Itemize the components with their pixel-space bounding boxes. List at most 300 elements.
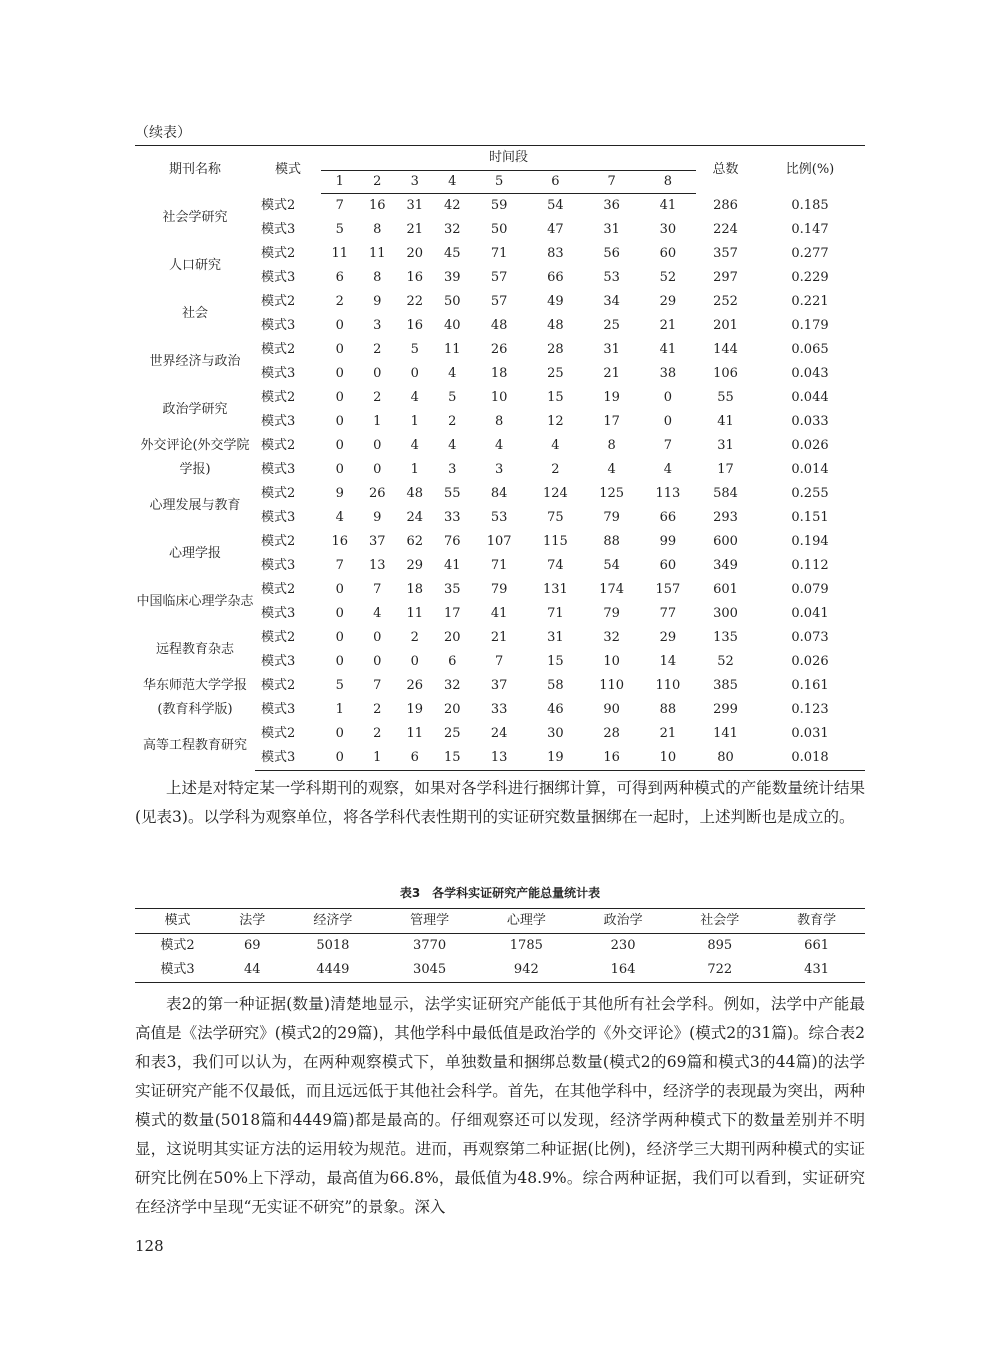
ratio-cell: 0.033 [791,414,829,429]
period-value: 157 [655,582,681,597]
period-value: 79 [603,606,620,621]
period-value: 50 [443,294,461,309]
period-value: 37 [368,534,386,549]
ratio-cell: 0.123 [791,702,829,717]
period-value: 0 [335,606,344,621]
period-value: 11 [406,606,424,621]
period-value: 16 [406,318,424,333]
t3-header: 社会学 [671,909,768,934]
mode-cell: 模式2 [261,390,296,405]
period-value: 20 [443,630,461,645]
journal-name: 社会 [181,306,208,321]
paragraph-2-text: 表2的第一种证据(数量)清楚地显示，法学实证研究产能低于其他所有社会学科。例如，法学中产能最高值是《法学研究》(模式2的29篇)，其他学科中最低值是政治学的《外交评论》(模式2的31篇)。综合表2和表3，我们可以认为，在两种观察模式下，单独数量和捆绑总数量(模式2的69篇和模式3的44篇)的法学实证研究产能不仅最低，而且远远低于其他社会科学。首先，在其他学科中，经济学的表现最为突出，两种模式的数量(5018篇和4449篇)都是最高的。仔细观察还可以发现，经济学两种模式下的数量差别并不明显，这说明其实证方法的运用较为规范。进而，再观察第二种证据(比例)，经济学三大期刊两种模式的实证研究比例在50%上下浮动，最高值为66.8%，最低值为48.9%。综合两种证据，我们可以看到，实证研究在经济学中呈现“无实证不研究”的景象。深入 [135,995,865,1216]
period-value: 6 [396,746,434,771]
period-value: 21 [490,630,508,645]
total-cell: 80 [696,746,755,771]
period-value: 10 [603,654,620,669]
period-value: 79 [603,510,620,525]
period-value: 30 [547,726,564,741]
page-number: 128 [135,1237,164,1255]
total-cell: 286 [713,197,738,213]
period-value: 54 [547,198,564,213]
period-value: 5 [335,222,344,237]
period-value: 32 [603,630,620,645]
total-cell: 293 [713,510,738,525]
total-cell: 300 [713,606,738,621]
period-value: 0 [335,318,344,333]
mode-cell: 模式2 [261,582,296,597]
t3-header: 心理学 [478,909,575,934]
period-value: 0 [373,654,382,669]
journal-name: 中国临床心理学杂志 [136,594,254,609]
mode-cell: 模式3 [261,702,296,717]
table-row [135,194,865,219]
period-value: 76 [443,534,461,549]
period-value: 0 [335,654,344,669]
t3-cell: 164 [575,958,672,983]
journal-name: 心理发展与教育 [149,498,241,513]
t3-cell: 661 [804,938,829,953]
period-value: 29 [659,294,677,309]
period-value: 15 [547,390,564,405]
header-period: 时间段 [321,146,696,171]
period-value: 26 [368,486,386,501]
period-value: 16 [331,534,349,549]
period-value: 4 [448,366,457,381]
total-cell: 41 [717,414,734,429]
mode-cell: 模式3 [261,366,296,381]
header-period-8: 8 [640,171,696,194]
period-value: 8 [373,270,382,285]
ratio-cell: 0.031 [791,726,829,741]
t3-cell: 模式3 [135,958,220,983]
period-value: 0 [335,462,344,477]
period-value: 37 [490,678,508,693]
header-period-1: 1 [321,171,359,194]
table-row [135,530,865,554]
table-row [135,674,865,698]
mode-cell: 模式2 [261,678,296,693]
total-cell: 201 [713,318,738,333]
period-value: 59 [490,198,508,213]
period-value: 10 [640,746,696,771]
period-value: 0 [321,746,359,771]
ratio-cell: 0.151 [791,510,829,525]
total-cell: 31 [717,438,734,453]
total-cell: 349 [713,558,738,573]
ratio-cell: 0.044 [791,390,829,405]
period-value: 79 [490,582,508,597]
period-value: 4 [494,438,504,453]
period-value: 4 [373,606,382,621]
mode-cell: 模式3 [261,270,296,285]
period-value: 18 [406,582,424,597]
header-mode: 模式 [255,146,321,194]
period-value: 18 [490,366,508,381]
period-value: 0 [335,582,344,597]
period-value: 60 [659,246,677,261]
period-value: 53 [490,510,508,525]
ratio-cell: 0.026 [791,654,829,669]
mode-cell: 模式3 [255,746,321,771]
period-value: 25 [547,366,564,381]
journal-name: 政治学研究 [162,402,228,417]
period-value: 0 [373,630,382,645]
ratio-cell: 0.073 [791,630,829,645]
period-value: 4 [607,462,616,477]
period-value: 0 [373,366,382,381]
total-cell: 252 [713,294,738,309]
header-period-4: 4 [434,171,472,194]
total-cell: 55 [717,390,734,405]
period-value: 8 [494,414,504,429]
period-value: 0 [335,342,344,357]
period-value: 0 [410,366,419,381]
mode-cell: 模式3 [261,558,296,573]
period-value: 4 [551,438,560,453]
period-value: 48 [406,486,424,501]
period-value: 6 [448,654,457,669]
period-value: 88 [659,702,677,717]
period-value: 29 [406,558,424,573]
t3-cell: 模式2 [160,938,195,953]
ratio-cell: 0.277 [791,246,829,261]
period-value: 0 [335,414,344,429]
table-2-continued [135,145,865,771]
period-value: 90 [603,702,620,717]
period-value: 38 [659,366,677,381]
table-3-title: 表3 各学科实证研究产能总量统计表 [399,886,601,900]
period-value: 5 [335,678,344,693]
period-value: 110 [655,678,681,693]
mode-cell: 模式2 [261,294,296,309]
period-value: 3 [373,318,382,333]
period-value: 2 [410,630,419,645]
t3-cell: 69 [243,938,261,953]
table-row [135,338,865,362]
period-value: 4 [410,390,419,405]
journal-name: 世界经济与政治 [149,354,241,369]
ratio-cell: 0.255 [791,486,829,501]
period-value: 9 [335,486,344,501]
period-value: 7 [335,558,344,573]
period-value: 19 [406,702,424,717]
period-value: 17 [443,606,461,621]
mode-cell: 模式3 [261,510,296,525]
period-value: 13 [471,746,527,771]
period-value: 29 [659,630,677,645]
period-value: 83 [547,246,564,261]
period-value: 19 [603,390,620,405]
period-value: 32 [443,222,461,237]
period-value: 57 [490,294,508,309]
period-value: 21 [659,726,677,741]
period-value: 25 [443,726,461,741]
period-value: 20 [443,702,461,717]
period-value: 1 [359,746,397,771]
mode-cell: 模式2 [261,197,296,213]
period-value: 71 [490,246,508,261]
period-value: 20 [406,246,424,261]
period-value: 1 [410,462,419,477]
t3-header: 模式 [135,909,220,934]
mode-cell: 模式3 [261,318,296,333]
t3-header: 经济学 [285,909,382,934]
period-value: 7 [335,198,344,213]
period-value: 0 [663,414,673,429]
period-value: 115 [542,534,568,549]
mode-cell: 模式3 [261,462,296,477]
period-value: 6 [335,270,344,285]
period-value: 66 [659,510,677,525]
journal-name: 人口研究 [168,258,221,273]
period-value: 8 [373,222,382,237]
paragraph-2 [135,990,865,1222]
period-value: 28 [547,342,564,357]
mode-cell: 模式2 [261,438,296,453]
period-value: 33 [443,510,461,525]
period-value: 14 [659,654,677,669]
period-value: 10 [490,390,508,405]
period-value: 40 [443,318,461,333]
t3-cell: 5018 [316,938,350,953]
period-value: 24 [406,510,424,525]
period-value: 88 [603,534,620,549]
table-row [135,242,865,266]
ratio-cell: 0.112 [791,558,829,573]
period-value: 4 [448,438,457,453]
period-value: 2 [335,294,344,309]
period-value: 0 [335,390,344,405]
period-value: 5 [410,342,419,357]
ratio-cell: 0.041 [791,606,829,621]
table-row [135,958,865,983]
total-cell: 224 [713,222,738,237]
period-value: 28 [603,726,620,741]
table-row [135,434,865,458]
mode-cell: 模式2 [261,726,296,741]
mode-cell: 模式2 [261,246,296,261]
mode-cell: 模式2 [261,534,296,549]
ratio-cell: 0.043 [791,366,829,381]
t3-cell: 3770 [413,938,447,953]
period-value: 4 [410,438,419,453]
period-value: 107 [486,534,512,549]
ratio-cell: 0.194 [791,534,829,549]
header-period-6: 6 [527,171,583,194]
period-value: 13 [368,558,386,573]
table-row [135,290,865,314]
t3-header: 管理学 [381,909,478,934]
period-value: 21 [406,222,424,237]
period-value: 125 [599,486,625,501]
period-value: 0 [663,390,673,405]
period-value: 7 [373,678,382,693]
table-3 [135,908,865,983]
period-value: 11 [443,342,461,357]
mode-cell: 模式2 [261,630,296,645]
period-value: 4 [663,462,673,477]
t3-cell: 942 [478,958,575,983]
mode-cell: 模式3 [261,222,296,237]
total-cell: 135 [713,630,738,645]
period-value: 57 [490,270,508,285]
header-period-3: 3 [396,171,434,194]
mode-cell: 模式3 [261,414,296,429]
period-value: 99 [659,534,677,549]
ratio-cell: 0.065 [791,342,829,357]
period-value: 16 [368,198,386,213]
period-value: 50 [490,222,508,237]
period-value: 2 [373,702,382,717]
ratio-cell: 0.229 [791,270,829,285]
period-value: 0 [373,438,382,453]
mode-cell: 模式2 [261,486,296,501]
period-value: 25 [603,318,620,333]
ratio-cell: 0.079 [791,582,829,597]
period-value: 2 [373,390,382,405]
total-cell: 357 [713,246,738,261]
header-period-2: 2 [359,171,397,194]
period-value: 24 [490,726,508,741]
period-value: 31 [406,198,424,213]
t3-cell: 895 [707,938,733,953]
table-row [135,626,865,650]
period-value: 41 [490,606,508,621]
period-value: 17 [603,414,620,429]
period-value: 60 [659,558,677,573]
period-value: 15 [547,654,564,669]
period-value: 71 [490,558,508,573]
t3-cell: 44 [220,958,285,983]
period-value: 54 [603,558,620,573]
period-value: 11 [406,726,424,741]
period-value: 36 [603,198,620,213]
table-row [135,482,865,506]
period-value: 110 [599,678,625,693]
journal-name: 社会学研究 [162,209,228,225]
paragraph-1-text: 上述是对特定某一学科期刊的观察，如果对各学科进行捆绑计算，可得到两种模式的产能数量统计结果(见表3)。以学科为观察单位，将各学科代表性期刊的实证研究数量捆绑在一起时，上述判断也是成立的。 [135,779,865,826]
period-value: 84 [490,486,508,501]
t3-cell: 431 [768,958,865,983]
period-value: 47 [547,222,564,237]
continued-label: （续表） [135,125,191,141]
period-value: 35 [443,582,461,597]
period-value: 174 [599,582,625,597]
period-value: 26 [490,342,508,357]
period-value: 0 [335,438,344,453]
period-value: 55 [443,486,461,501]
period-value: 41 [443,558,461,573]
total-cell: 601 [713,582,738,597]
period-value: 21 [659,318,677,333]
period-value: 58 [547,678,564,693]
period-value: 9 [373,510,382,525]
period-value: 9 [373,294,382,309]
period-value: 31 [547,630,564,645]
period-value: 113 [655,486,681,501]
period-value: 41 [659,342,677,357]
period-value: 8 [607,438,616,453]
ratio-cell: 0.185 [791,197,829,213]
period-value: 49 [547,294,564,309]
period-value: 0 [335,366,344,381]
period-value: 11 [368,246,386,261]
t3-cell: 230 [610,938,636,953]
total-cell: 600 [713,534,738,549]
ratio-cell: 0.179 [791,318,829,333]
period-value: 30 [659,222,677,237]
t3-cell: 1785 [509,938,543,953]
period-value: 2 [373,342,382,357]
period-value: 1 [373,414,382,429]
period-value: 12 [547,414,564,429]
period-value: 41 [659,198,677,213]
journal-name: 高等工程教育研究 [142,738,247,754]
period-value: 4 [335,510,344,525]
period-value: 48 [490,318,508,333]
period-value: 19 [527,746,583,771]
header-period-7: 7 [584,171,640,194]
journal-name: 心理学报 [168,546,221,561]
period-value: 66 [547,270,564,285]
journal-name: 远程教育杂志 [155,642,234,657]
period-value: 2 [373,726,382,741]
t3-header: 法学 [220,909,285,934]
period-value: 0 [335,630,344,645]
period-value: 131 [542,582,568,597]
period-value: 31 [603,222,620,237]
period-value: 62 [406,534,424,549]
period-value: 1 [410,414,419,429]
period-value: 26 [406,678,424,693]
table-row [135,934,865,959]
period-value: 0 [410,654,419,669]
ratio-cell: 0.026 [791,438,829,453]
total-cell: 17 [717,462,734,477]
period-value: 7 [663,438,673,453]
total-cell: 52 [717,654,734,669]
period-value: 48 [547,318,564,333]
total-cell: 297 [713,270,738,285]
t3-cell: 3045 [381,958,478,983]
mode-cell: 模式3 [261,606,296,621]
period-value: 0 [335,726,344,741]
total-cell: 584 [713,486,738,501]
ratio-cell: 0.161 [791,678,829,693]
period-value: 74 [547,558,564,573]
period-value: 11 [331,246,349,261]
period-value: 16 [584,746,640,771]
period-value: 3 [448,462,457,477]
period-value: 0 [373,462,382,477]
period-value: 1 [335,702,344,717]
ratio-cell: 0.014 [791,462,829,477]
period-value: 2 [551,462,560,477]
period-value: 32 [443,678,461,693]
journal-name: 华东师范大学学报(教育科学版) [142,678,247,717]
period-value: 39 [443,270,461,285]
total-cell: 141 [713,726,738,741]
ratio-cell: 0.147 [791,222,829,237]
header-journal: 期刊名称 [135,146,255,194]
total-cell: 299 [713,702,738,717]
mode-cell: 模式2 [261,342,296,357]
period-value: 124 [542,486,568,501]
period-value: 42 [443,198,461,213]
total-cell: 144 [713,342,738,357]
period-value: 16 [406,270,424,285]
